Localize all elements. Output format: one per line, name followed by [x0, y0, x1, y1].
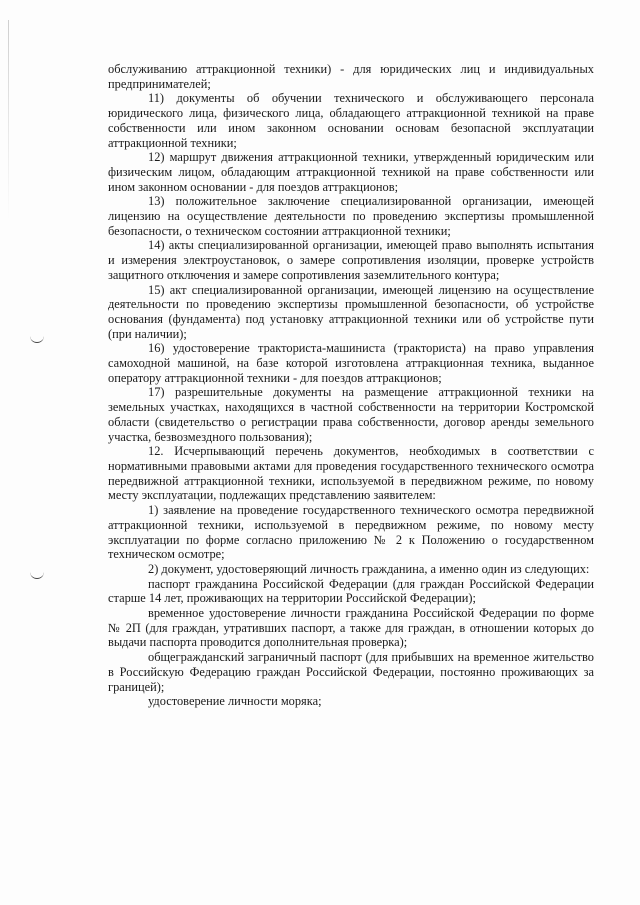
- section-heading-paragraph: 12. Исчерпывающий перечень документов, необходимых в соответствии с нормативными правовыми актами для проведения государственного технического осмотра передвижной аттракционной техники, используемой в передвижном режиме, по новому месту эксплуатации, подлежащих представлению заявителем:: [108, 444, 594, 503]
- paragraph: временное удостоверение личности гражданина Российской Федерации по форме № 2П (для граждан, утративших паспорт, а также для граждан, в отношении которых до выдачи паспорта проводится дополнительная проверка);: [108, 606, 594, 650]
- scan-edge-shadow: [8, 20, 9, 220]
- paragraph: обслуживанию аттракционной техники) - для юридических лиц и индивидуальных предпринимателей;: [108, 62, 594, 91]
- paragraph: паспорт гражданина Российской Федерации (для граждан Российской Федерации старше 14 лет, проживающих на территории Российской Федерации);: [108, 576, 594, 606]
- paragraph: удостоверение личности моряка;: [148, 694, 322, 709]
- document-body: [108, 62, 594, 709]
- paragraph: 13) положительное заключение специализированной организации, имеющей лицензию на осуществление деятельности по проведению экспертизы промышленной безопасности, о техническом состоянии аттракционной техники;: [108, 194, 594, 238]
- paragraph: 12) маршрут движения аттракционной техники, утвержденный юридическим или физическим лицом, обладающим аттракционной техникой на праве собственности или ином законном основании - для поездов аттракционов;: [108, 150, 594, 194]
- paragraph: 14) акты специализированной организации, имеющей право выполнять испытания и измерения электроустановок, о замере сопротивления изоляции, проверке устройств защитного отключения и замере сопротивления заземлительного контура;: [108, 238, 594, 282]
- margin-punch-mark: [30, 572, 44, 579]
- paragraph: общегражданский заграничный паспорт (для прибывших на временное жительство в Российскую Федерацию граждан Российской Федерации, постоянно проживающих за границей);: [108, 650, 594, 694]
- paragraph: 17) разрешительные документы на размещение аттракционной техники на земельных участках, находящихся в частной собственности на территории Костромской области (свидетельство о регистрации права собственности, договор аренды земельного участка, безвозмездного пользования);: [108, 385, 594, 444]
- margin-punch-mark: [30, 336, 44, 343]
- paragraph: 11) документы об обучении технического и обслуживающего персонала юридического лица, физического лица, обладающего аттракционной техникой на праве собственности или ином законном основании основам безопасной эксплуатации аттракционной техники;: [108, 91, 594, 150]
- paragraph: 16) удостоверение тракториста-машиниста (тракториста) на право управления самоходной машиной, на базе которой изготовлена аттракционная техника, выданное оператору аттракционной техники - для поездов аттракционов;: [108, 341, 594, 385]
- paragraph: 15) акт специализированной организации, имеющей лицензию на осуществление деятельности по проведению экспертизы промышленной безопасности, об устройстве основания (фундамента) под установку аттракционной техники или об устройстве пути (при наличии);: [108, 282, 594, 341]
- paragraph: 2) документ, удостоверяющий личность гражданина, а именно один из следующих:: [148, 561, 590, 576]
- paragraph: 1) заявление на проведение государственного технического осмотра передвижной аттракционной техники, используемой в передвижном режиме, по новому месту эксплуатации по форме согласно приложению № 2 к Положению о государственном техническом осмотре;: [108, 503, 594, 562]
